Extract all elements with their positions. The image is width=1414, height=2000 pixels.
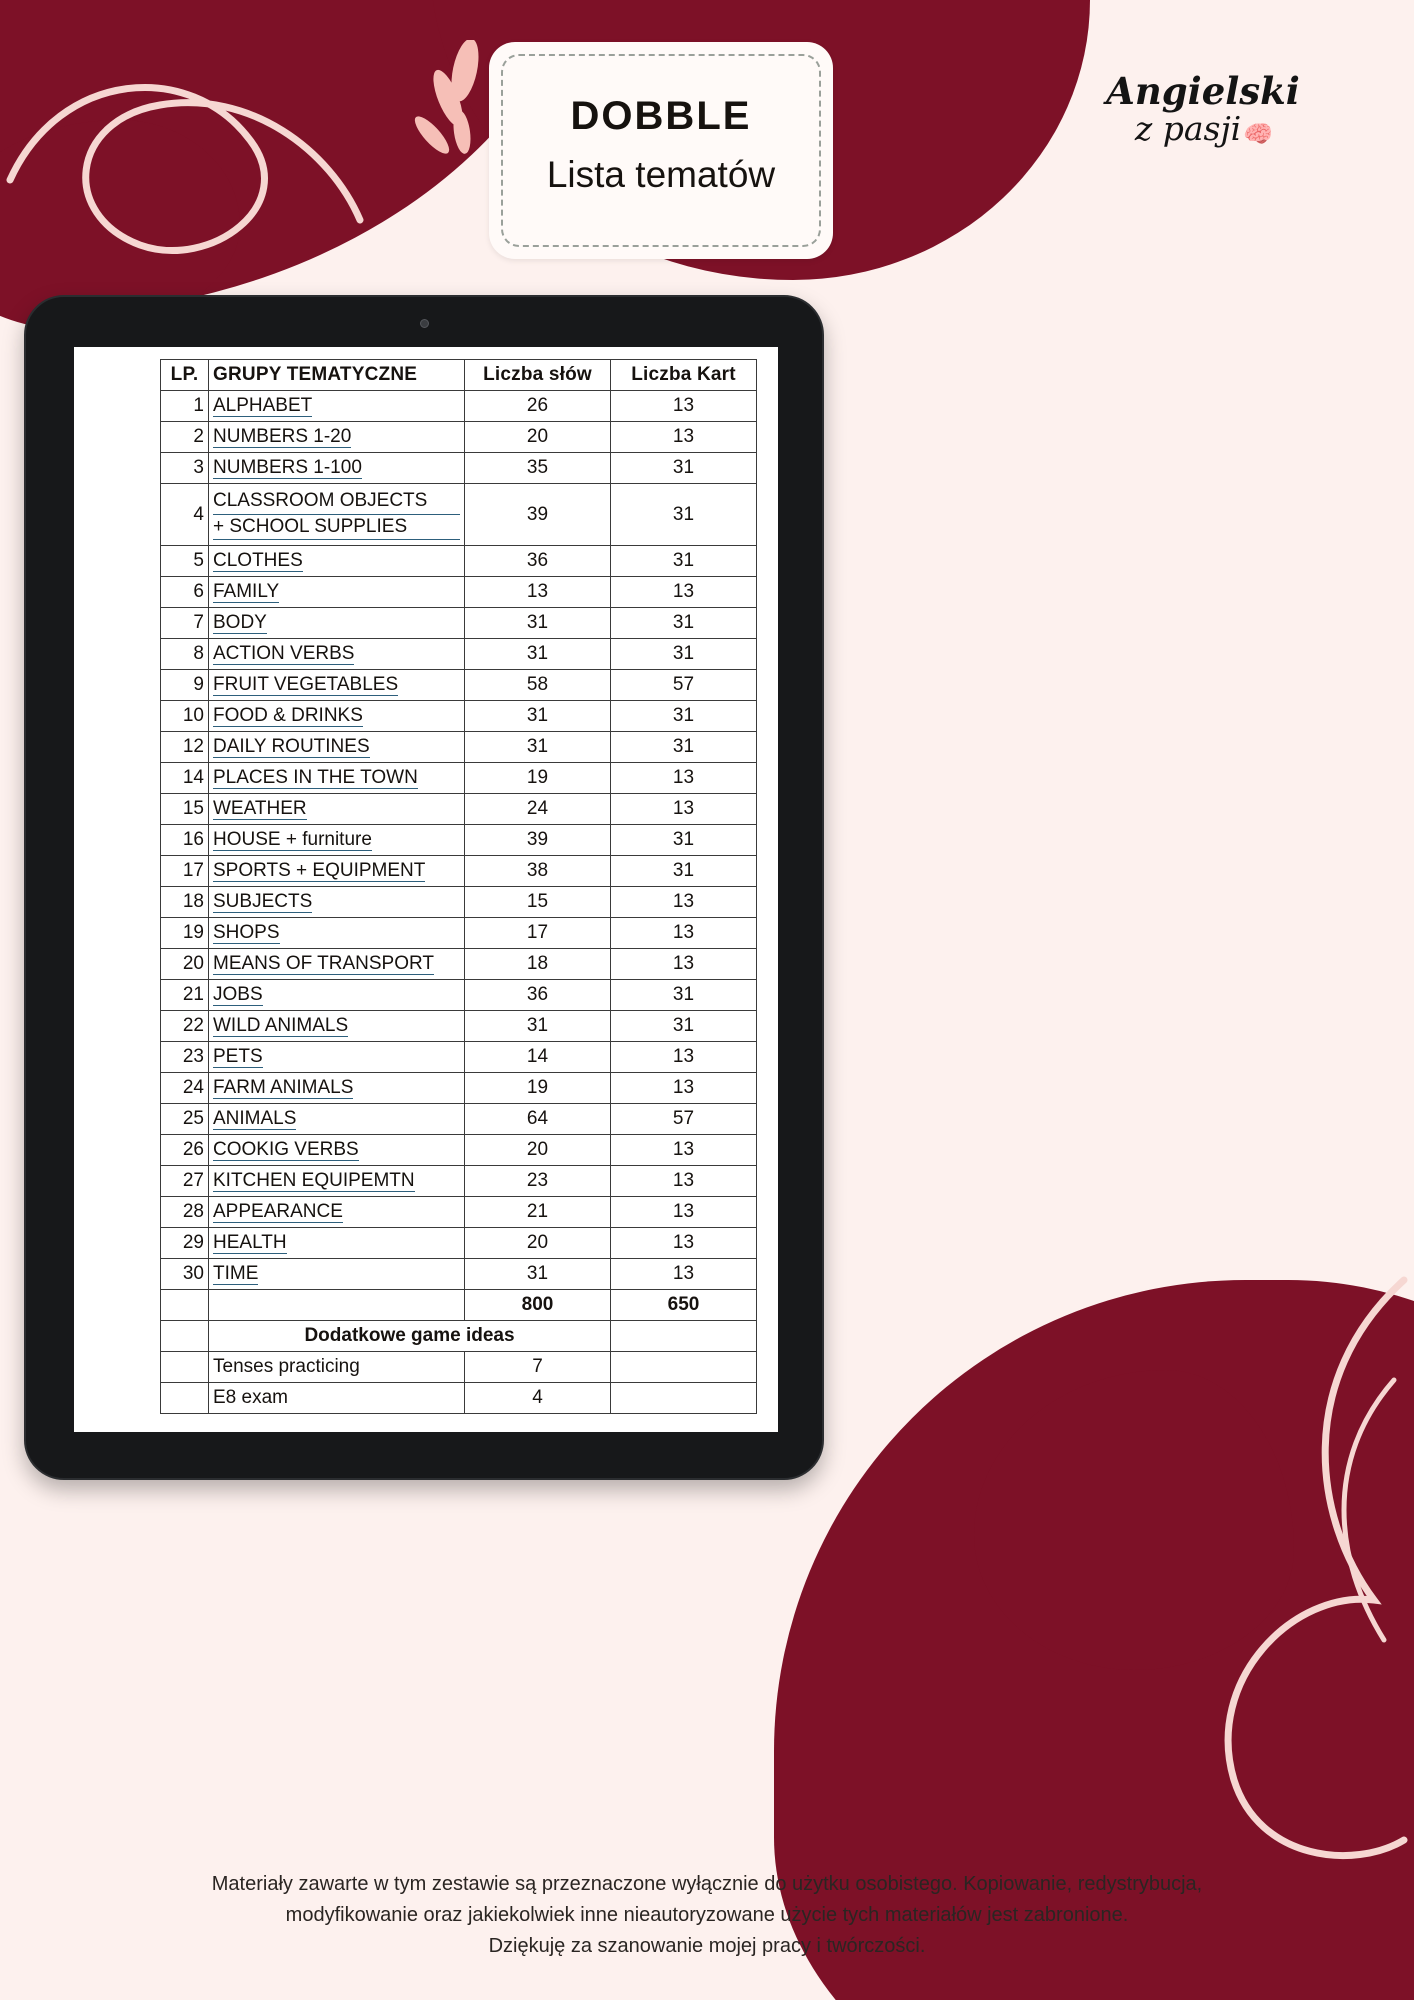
footer-line-1: Materiały zawarte w tym zestawie są przeznaczone wyłącznie do użytku osobistego. Kopiowanie, redystrybucja, [211, 1873, 1203, 1895]
footer-line-2: modyfikowanie oraz jakiekolwiek inne nieautoryzowane użycie tych materiałów jest zabronione. [285, 1904, 1129, 1926]
cell-group-name[interactable]: FOOD & DRINKS [209, 701, 465, 732]
cell-word-count: 31 [465, 639, 611, 670]
cell-lp: 8 [161, 639, 209, 670]
cell-card-count: 13 [611, 1197, 757, 1228]
cell-word-count: 23 [465, 1166, 611, 1197]
cell-lp: 24 [161, 1073, 209, 1104]
cell-card-count: 13 [611, 1135, 757, 1166]
table-body [161, 391, 757, 1414]
table-row [161, 763, 757, 794]
totals-label-blank [209, 1290, 465, 1321]
cell-card-count: 57 [611, 1104, 757, 1135]
table-row [161, 1042, 757, 1073]
cell-card-count: 31 [611, 856, 757, 887]
cell-group-name[interactable]: APPEARANCE [209, 1197, 465, 1228]
cell-lp: 20 [161, 949, 209, 980]
table-row [161, 1197, 757, 1228]
cell-card-count: 13 [611, 1042, 757, 1073]
cell-group-name[interactable]: TIME [209, 1259, 465, 1290]
cell-group-name[interactable]: KITCHEN EQUIPEMTN [209, 1166, 465, 1197]
table-row [161, 670, 757, 701]
cell-word-count: 36 [465, 546, 611, 577]
table-row [161, 1073, 757, 1104]
cell-group-name[interactable]: MEANS OF TRANSPORT [209, 949, 465, 980]
cell-word-count: 20 [465, 422, 611, 453]
cell-card-count: 31 [611, 546, 757, 577]
cell-group-name[interactable]: PETS [209, 1042, 465, 1073]
cell-group-name[interactable]: SPORTS + EQUIPMENT [209, 856, 465, 887]
cell-group-name[interactable]: FAMILY [209, 577, 465, 608]
column-header-lp: LP. [161, 360, 209, 391]
cell-lp: 9 [161, 670, 209, 701]
cell-card-count: 13 [611, 763, 757, 794]
cell-word-count: 21 [465, 1197, 611, 1228]
cell-group-name[interactable]: WILD ANIMALS [209, 1011, 465, 1042]
table-row [161, 1228, 757, 1259]
table-header-row [161, 360, 757, 391]
cell-word-count: 31 [465, 732, 611, 763]
extras-header-blank [611, 1321, 757, 1352]
cell-lp: 10 [161, 701, 209, 732]
cell-lp: 6 [161, 577, 209, 608]
cell-group-name[interactable]: NUMBERS 1-20 [209, 422, 465, 453]
cell-card-count: 31 [611, 453, 757, 484]
brain-icon: 🧠 [1241, 119, 1272, 148]
cell-word-count: 15 [465, 887, 611, 918]
column-header-words: Liczba słów [465, 360, 611, 391]
extras-row-blank [611, 1383, 757, 1414]
cell-lp: 17 [161, 856, 209, 887]
cell-word-count: 18 [465, 949, 611, 980]
cell-word-count: 58 [465, 670, 611, 701]
cell-word-count: 26 [465, 391, 611, 422]
cell-word-count: 20 [465, 1228, 611, 1259]
table-row [161, 422, 757, 453]
column-header-cards: Liczba Kart [611, 360, 757, 391]
cell-group-name[interactable]: COOKIG VERBS [209, 1135, 465, 1166]
table-row [161, 856, 757, 887]
cell-lp: 19 [161, 918, 209, 949]
table-row [161, 577, 757, 608]
extras-header-row [161, 1321, 757, 1352]
cell-card-count: 13 [611, 949, 757, 980]
topics-table [160, 359, 757, 1414]
brand-logo [1078, 69, 1328, 148]
tablet-screen [74, 347, 778, 1432]
cell-lp: 21 [161, 980, 209, 1011]
cell-word-count: 64 [465, 1104, 611, 1135]
page-title: DOBBLE [570, 94, 752, 138]
cell-lp: 30 [161, 1259, 209, 1290]
extras-header: Dodatkowe game ideas [209, 1321, 611, 1352]
table-row [161, 1104, 757, 1135]
extras-row-lp-blank [161, 1383, 209, 1414]
cell-card-count: 57 [611, 670, 757, 701]
cell-lp: 1 [161, 391, 209, 422]
table-row [161, 391, 757, 422]
cell-lp: 7 [161, 608, 209, 639]
cell-group-name[interactable]: DAILY ROUTINES [209, 732, 465, 763]
cell-card-count: 13 [611, 794, 757, 825]
column-header-group: GRUPY TEMATYCZNE [209, 360, 465, 391]
cell-card-count: 31 [611, 1011, 757, 1042]
cell-card-count: 13 [611, 1073, 757, 1104]
cell-word-count: 19 [465, 1073, 611, 1104]
totals-cards: 650 [611, 1290, 757, 1321]
cell-word-count: 39 [465, 484, 611, 546]
table-row [161, 732, 757, 763]
table-row [161, 639, 757, 670]
cell-card-count: 31 [611, 825, 757, 856]
cell-lp: 5 [161, 546, 209, 577]
cell-lp: 14 [161, 763, 209, 794]
cell-group-name[interactable]: SUBJECTS [209, 887, 465, 918]
extras-row [161, 1352, 757, 1383]
cell-group-name[interactable]: ACTION VERBS [209, 639, 465, 670]
totals-row [161, 1290, 757, 1321]
cell-word-count: 20 [465, 1135, 611, 1166]
page-subtitle: Lista tematów [546, 154, 776, 195]
cell-word-count: 19 [465, 763, 611, 794]
cell-card-count: 31 [611, 980, 757, 1011]
cell-lp: 16 [161, 825, 209, 856]
cell-group-name[interactable]: FARM ANIMALS [209, 1073, 465, 1104]
extras-row-lp-blank [161, 1352, 209, 1383]
table-row [161, 608, 757, 639]
brand-line-2: z pasji [1134, 108, 1242, 148]
cell-word-count: 35 [465, 453, 611, 484]
table-row [161, 1011, 757, 1042]
table-row [161, 546, 757, 577]
cell-word-count: 13 [465, 577, 611, 608]
cell-word-count: 38 [465, 856, 611, 887]
cell-card-count: 31 [611, 732, 757, 763]
table-row [161, 825, 757, 856]
cell-lp: 2 [161, 422, 209, 453]
cell-word-count: 31 [465, 608, 611, 639]
cell-card-count: 13 [611, 1166, 757, 1197]
cell-card-count: 13 [611, 1259, 757, 1290]
cell-lp: 18 [161, 887, 209, 918]
cell-card-count: 31 [611, 484, 757, 546]
cell-word-count: 17 [465, 918, 611, 949]
cell-lp: 27 [161, 1166, 209, 1197]
swirl-line-top-left [0, 30, 420, 330]
cell-card-count: 31 [611, 608, 757, 639]
cell-group-name[interactable]: HOUSE + furniture [209, 825, 465, 856]
cell-lp: 23 [161, 1042, 209, 1073]
extras-row-name: Tenses practicing [209, 1352, 465, 1383]
cell-card-count: 31 [611, 639, 757, 670]
cell-lp: 28 [161, 1197, 209, 1228]
footer-line-3: Dziękuję za szanowanie mojej pracy i twórczości. [488, 1935, 926, 1957]
cell-word-count: 39 [465, 825, 611, 856]
table-row [161, 918, 757, 949]
cell-group-name[interactable]: BODY [209, 608, 465, 639]
cell-word-count: 31 [465, 1011, 611, 1042]
extras-row-value: 7 [465, 1352, 611, 1383]
cell-card-count: 13 [611, 918, 757, 949]
swirl-line-bottom-right [994, 1260, 1414, 1880]
cell-group-name[interactable]: CLOTHES [209, 546, 465, 577]
cell-group-name[interactable]: ANIMALS [209, 1104, 465, 1135]
cell-lp: 25 [161, 1104, 209, 1135]
cell-card-count: 13 [611, 887, 757, 918]
footer-disclaimer [0, 1869, 1414, 1962]
cell-card-count: 13 [611, 577, 757, 608]
cell-card-count: 13 [611, 391, 757, 422]
cell-word-count: 36 [465, 980, 611, 1011]
cell-group-name[interactable]: CLASSROOM OBJECTS + SCHOOL SUPPLIES [209, 484, 465, 546]
table-row [161, 701, 757, 732]
cell-card-count: 31 [611, 701, 757, 732]
table-row [161, 1259, 757, 1290]
brand-line-1: Angielski [1106, 69, 1300, 113]
cell-lp: 29 [161, 1228, 209, 1259]
cell-word-count: 14 [465, 1042, 611, 1073]
cell-group-name[interactable]: SHOPS [209, 918, 465, 949]
table-row [161, 949, 757, 980]
table-row [161, 794, 757, 825]
cell-word-count: 31 [465, 1259, 611, 1290]
cell-lp: 12 [161, 732, 209, 763]
cell-word-count: 24 [465, 794, 611, 825]
cell-group-name[interactable]: PLACES IN THE TOWN [209, 763, 465, 794]
table-row [161, 887, 757, 918]
table-row [161, 484, 757, 546]
tablet-mockup [24, 295, 824, 1480]
cell-group-name[interactable]: ALPHABET [209, 391, 465, 422]
cell-group-name[interactable]: HEALTH [209, 1228, 465, 1259]
title-card [489, 42, 833, 259]
cell-word-count: 31 [465, 701, 611, 732]
cell-group-name[interactable]: NUMBERS 1-100 [209, 453, 465, 484]
cell-lp: 4 [161, 484, 209, 546]
title-card-dashed-border [501, 54, 821, 247]
cell-lp: 15 [161, 794, 209, 825]
cell-group-name[interactable]: WEATHER [209, 794, 465, 825]
extras-lp-blank [161, 1321, 209, 1352]
tablet-camera-icon [420, 319, 429, 328]
extras-row [161, 1383, 757, 1414]
cell-lp: 26 [161, 1135, 209, 1166]
cell-card-count: 13 [611, 422, 757, 453]
table-row [161, 1166, 757, 1197]
totals-words: 800 [465, 1290, 611, 1321]
cell-lp: 22 [161, 1011, 209, 1042]
extras-row-value: 4 [465, 1383, 611, 1414]
extras-row-blank [611, 1352, 757, 1383]
table-row [161, 980, 757, 1011]
extras-row-name: E8 exam [209, 1383, 465, 1414]
cell-card-count: 13 [611, 1228, 757, 1259]
cell-group-name[interactable]: FRUIT VEGETABLES [209, 670, 465, 701]
cell-lp: 3 [161, 453, 209, 484]
totals-lp-blank [161, 1290, 209, 1321]
table-row [161, 1135, 757, 1166]
cell-group-name[interactable]: JOBS [209, 980, 465, 1011]
table-row [161, 453, 757, 484]
